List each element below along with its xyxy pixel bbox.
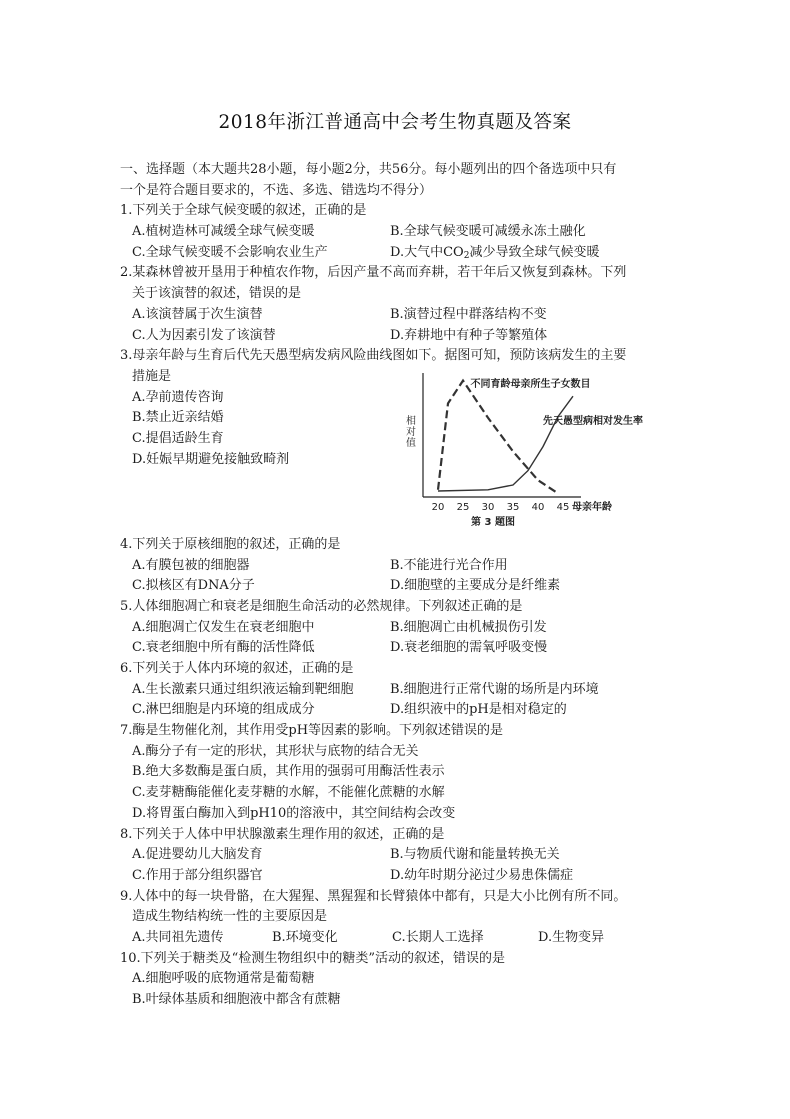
q1-option-c: C.全球气候变暖不会影响农业生产 [132, 244, 328, 260]
q2-option-c: C.人为因素引发了该演替 [132, 327, 276, 343]
q9-stem-line-1: 9.人体中的每一块骨骼，在大猩猩、黑猩猩和长臂猿体中都有，只是大小比例有所不同。 [120, 888, 627, 904]
q5-options-row-2 [120, 638, 680, 659]
series-label-down-syndrome-rate: 先天愚型病相对发生率 [543, 415, 643, 427]
q10-stem: 10.下列关于糖类及“检测生物组织中的糖类”活动的叙述，错误的是 [120, 950, 505, 966]
q6-option-a: A.生长激素只通过组织液运输到靶细胞 [132, 681, 354, 697]
q4-options-row-2 [120, 576, 680, 597]
q4-stem: 4.下列关于原核细胞的叙述，正确的是 [120, 536, 341, 552]
q3-option-a: A.孕前遗传咨询 [132, 389, 224, 405]
chart-series [438, 380, 573, 493]
q4-options-row-1 [120, 556, 680, 577]
x-tick-label: 35 [506, 501, 520, 513]
q2-option-a: A.该演替属于次生演替 [132, 306, 263, 322]
q1-option-d-text-2: 减少导致全球气候变暖 [469, 244, 600, 260]
x-axis-label: 母亲年龄 [572, 501, 612, 513]
x-tick-label: 20 [431, 501, 445, 513]
q1-options-row-1 [120, 222, 680, 243]
q4-option-c: C.拟核区有DNA分子 [132, 578, 255, 594]
q1-option-b: B.全球气候变暖可减缓永冻土融化 [390, 224, 586, 240]
q9-stem-line-2: 造成生物结构统一性的主要原因是 [132, 909, 328, 925]
q1-option-a: A.植树造林可减缓全球气候变暖 [132, 224, 315, 240]
q2-option-b: B.演替过程中群落结构不变 [390, 306, 547, 322]
q4-option-d: D.细胞壁的主要成分是纤维素 [390, 578, 561, 594]
q3-options [120, 367, 420, 470]
x-tick-label: 45 [556, 501, 570, 513]
q2-options-row-1 [120, 305, 680, 326]
q4-option-b: B.不能进行光合作用 [390, 557, 508, 573]
q5-option-b: B.细胞凋亡由机械损伤引发 [390, 619, 547, 635]
q5-option-a: A.细胞凋亡仅发生在衰老细胞中 [132, 619, 315, 635]
q9-option-a: A.共同祖先遗传 [132, 929, 224, 945]
section-heading-line-2: 一个是符合题目要求的，不选、多选、错选均不得分） [120, 182, 433, 198]
q9-option-b: B.环境变化 [272, 929, 338, 945]
q2-stem-line-1: 2.某森林曾被开垦用于种植农作物，后因产量不高而弃耕，若干年后又恢复到森林。下列 [120, 265, 627, 281]
q4-option-a: A.有膜包被的细胞器 [132, 557, 250, 573]
q6-options-row-1 [120, 680, 680, 701]
x-tick-label: 40 [531, 501, 545, 513]
x-tick-label: 25 [456, 501, 470, 513]
q2-options-row-2 [120, 326, 680, 347]
q8-options-row-1 [120, 845, 680, 866]
q3-line-chart [403, 367, 713, 529]
q3-stem-line-2: 措施是 [132, 368, 172, 384]
q5-option-c: C.衰老细胞中所有酶的活性降低 [132, 640, 315, 656]
chart-caption: 第 3 题图 [471, 516, 515, 528]
q6-option-d: D.组织液中的pH是相对稳定的 [390, 702, 567, 718]
q1-stem: 1.下列关于全球气候变暖的叙述，正确的是 [120, 203, 367, 219]
q2-option-d: D.弃耕地中有种子等繁殖体 [390, 327, 548, 343]
q7-option-b: B.绝大多数酶是蛋白质，其作用的强弱可用酶活性表示 [132, 764, 445, 780]
q7-option-c: C.麦芽糖酶能催化麦芽糖的水解，不能催化蔗糖的水解 [132, 785, 445, 801]
q8-option-d: D.幼年时期分泌过少易患侏儒症 [390, 867, 574, 883]
q3-option-c: C.提倡适龄生育 [132, 430, 224, 446]
series-down-syndrome-rate-line [438, 396, 573, 491]
q6-options-row-2 [120, 700, 680, 721]
chart-labels [404, 377, 644, 528]
q1-option-d-text-1: D.大气中CO [390, 244, 464, 260]
q7-stem: 7.酶是生物催化剂，其作用受pH等因素的影响。下列叙述错误的是 [120, 723, 504, 739]
q5-stem: 5.人体细胞凋亡和衰老是细胞生命活动的必然规律。下列叙述正确的是 [120, 598, 523, 614]
q3-body [120, 367, 680, 535]
q6-option-c: C.淋巴细胞是内环境的组成成分 [132, 702, 315, 718]
q3-option-b: B.禁止近亲结婚 [132, 410, 224, 426]
q1-option-d-subscript: 2 [463, 250, 470, 261]
q8-option-a: A.促进婴幼儿大脑发育 [132, 847, 263, 863]
q9-option-c: C.长期人工选择 [392, 929, 484, 945]
q1-options-row-2 [120, 243, 680, 264]
q6-option-b: B.细胞进行正常代谢的场所是内环境 [390, 681, 599, 697]
q8-option-c: C.作用于部分组织器官 [132, 867, 263, 883]
q8-options-row-2 [120, 866, 680, 887]
q9-options-row [120, 928, 680, 949]
q8-stem: 8.下列关于人体中甲状腺激素生理作用的叙述，正确的是 [120, 826, 445, 842]
section-heading-line-1: 一、选择题（本大题共28小题，每小题2分，共56分。每小题列出的四个备选项中只有 [120, 162, 617, 177]
q9-option-d: D.生物变异 [538, 929, 605, 945]
q3-option-d: D.妊娠早期避免接触致畸剂 [132, 451, 290, 467]
q10-option-a: A.细胞呼吸的底物通常是葡萄糖 [132, 971, 315, 987]
x-tick-label: 30 [481, 501, 495, 513]
q3-stem-line-1: 3.母亲年龄与生育后代先天愚型病发病风险曲线图如下。据图可知，预防该病发生的主要 [120, 348, 627, 364]
q10-option-b: B.叶绿体基质和细胞液中都含有蔗糖 [132, 992, 341, 1007]
q8-option-b: B.与物质代谢和能量转换无关 [390, 847, 560, 863]
q5-options-row-1 [120, 618, 680, 639]
page-title: 2018年浙江普通高中会考生物真题及答案 [218, 112, 572, 133]
series-label-offspring-count: 不同育龄母亲所生子女数目 [470, 378, 591, 390]
q6-stem: 6.下列关于人体内环境的叙述，正确的是 [120, 661, 354, 676]
series-offspring-count-line [438, 380, 558, 493]
q2-stem-line-2: 关于该演替的叙述，错误的是 [132, 286, 302, 302]
q1-option-d [390, 243, 599, 267]
q7-option-a: A.酶分子有一定的形状，其形状与底物的结合无关 [132, 743, 419, 759]
q5-option-d: D.衰老细胞的需氧呼吸变慢 [390, 640, 548, 656]
y-axis-label: 相对值 [403, 414, 415, 448]
question-list [120, 160, 680, 1011]
q7-option-d: D.将胃蛋白酶加入到pH10的溶液中，其空间结构会改变 [132, 805, 456, 821]
